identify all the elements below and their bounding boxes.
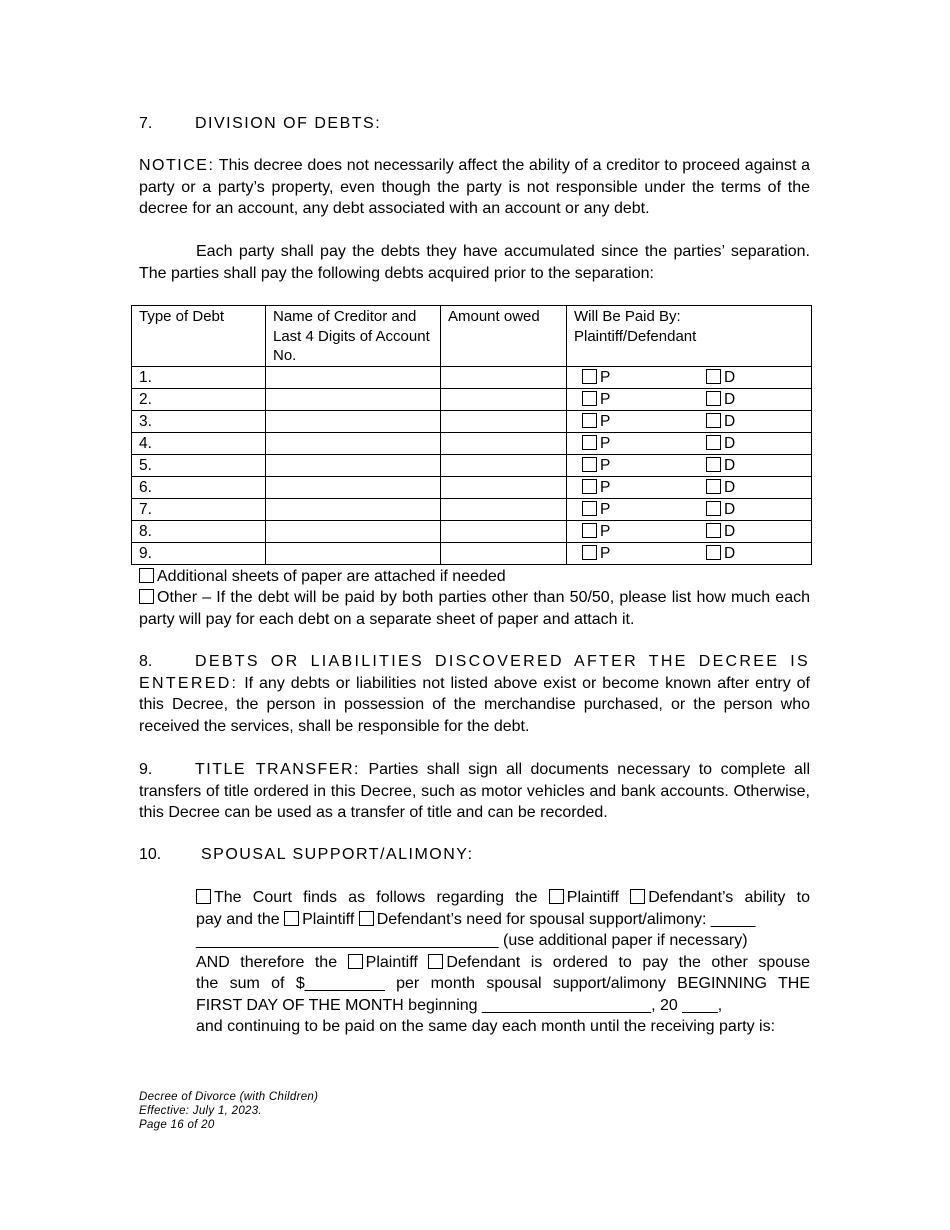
paid-by-plaintiff[interactable] (582, 499, 610, 520)
paid-by-plaintiff[interactable] (582, 521, 610, 542)
row-number: 8. (132, 520, 266, 542)
row-number: 7. (132, 498, 266, 520)
plaintiff-label: Plaintiff (365, 953, 418, 971)
defendant-label: D (724, 434, 736, 452)
defendant-label: D (724, 456, 736, 474)
page-footer (139, 1090, 318, 1132)
plaintiff-checkbox[interactable] (582, 501, 597, 516)
paid-by-defendant[interactable] (706, 433, 735, 454)
section-number: 8. (139, 653, 153, 670)
section-number: 9. (139, 761, 153, 778)
amount-owed-cell[interactable] (441, 476, 567, 498)
defendant-label: D (724, 478, 736, 496)
plaintiff-checkbox[interactable] (582, 545, 597, 560)
plaintiff-label: P (600, 390, 611, 408)
plaintiff-checkbox[interactable] (582, 413, 597, 428)
plaintiff-label: Plaintiff (566, 889, 619, 906)
creditor-cell[interactable] (266, 498, 441, 520)
row-number: 3. (132, 410, 266, 432)
defendant-checkbox[interactable] (706, 523, 721, 538)
ability-plaintiff-checkbox[interactable] (549, 889, 564, 904)
plaintiff-label: P (600, 544, 611, 562)
paid-by-cell (567, 498, 812, 520)
table-row (132, 410, 812, 432)
defendant-label: D (724, 368, 736, 386)
col-paid-by: Will Be Paid By: Plaintiff/Defendant (567, 306, 812, 367)
amount-owed-cell[interactable] (441, 454, 567, 476)
plaintiff-label: P (600, 500, 611, 518)
creditor-cell[interactable] (266, 476, 441, 498)
section-title: TITLE TRANSFER: (195, 761, 360, 778)
table-row (132, 542, 812, 564)
plaintiff-label: P (600, 368, 611, 386)
defendant-checkbox[interactable] (706, 479, 721, 494)
line-text: AND therefore the (196, 953, 338, 971)
section-title: DEBTS OR LIABILITIES DISCOVERED AFTER THE DECREE IS ENTERED: (139, 653, 810, 692)
line-text: pay and the (196, 910, 280, 928)
other-option[interactable] (139, 587, 810, 630)
creditor-cell[interactable] (266, 520, 441, 542)
paid-by-plaintiff[interactable] (582, 543, 610, 564)
defendant-label: D (724, 412, 736, 430)
row-number: 4. (132, 432, 266, 454)
paid-by-cell (567, 366, 812, 388)
row-number: 2. (132, 388, 266, 410)
line-text: Defendant’s need for spousal support/alimony: _____ (376, 910, 756, 928)
table-row (132, 476, 812, 498)
paid-by-cell (567, 542, 812, 564)
col-amount-owed: Amount owed (441, 306, 567, 367)
defendant-checkbox[interactable] (706, 457, 721, 472)
col-creditor: Name of Creditor and Last 4 Digits of Account No. (266, 306, 441, 367)
amount-owed-cell[interactable] (441, 498, 567, 520)
creditor-cell[interactable] (266, 410, 441, 432)
plaintiff-label: P (600, 412, 611, 430)
amount-owed-cell[interactable] (441, 542, 567, 564)
table-header-row (132, 306, 812, 367)
amount-owed-cell[interactable] (441, 432, 567, 454)
plaintiff-label: P (600, 522, 611, 540)
section-number: 7. (139, 115, 153, 132)
other-checkbox[interactable] (139, 589, 154, 604)
paid-by-plaintiff[interactable] (582, 411, 610, 432)
creditor-cell[interactable] (266, 542, 441, 564)
footer-page-number: Page 16 of 20 (139, 1119, 215, 1131)
defendant-checkbox[interactable] (706, 545, 721, 560)
court-finds-checkbox[interactable] (196, 889, 211, 904)
row-number: 5. (132, 454, 266, 476)
need-plaintiff-checkbox[interactable] (284, 911, 299, 926)
table-row (132, 432, 812, 454)
row-number: 1. (132, 366, 266, 388)
notice-text: This decree does not necessarily affect the ability of a creditor to proceed against a party or a party’s property, even though the party is not responsible under the terms of the decree for an account, any debt associated with an account or any debt. (139, 157, 810, 217)
defendant-checkbox[interactable] (706, 391, 721, 406)
section-8 (139, 651, 810, 737)
plaintiff-checkbox[interactable] (582, 523, 597, 538)
paid-by-plaintiff[interactable] (582, 455, 610, 476)
creditor-cell[interactable] (266, 454, 441, 476)
debts-table (131, 305, 812, 565)
amount-owed-cell[interactable] (441, 366, 567, 388)
section-title: SPOUSAL SUPPORT/ALIMONY: (201, 846, 474, 863)
amount-owed-cell[interactable] (441, 388, 567, 410)
plaintiff-checkbox[interactable] (582, 457, 597, 472)
order-defendant-checkbox[interactable] (428, 954, 443, 969)
section-text: If any debts or liabilities not listed above exist or become known after entry of this Decree, the person in possession of the merchandise purchased, or the person who received the services, shall be responsible for the debt. (139, 674, 810, 735)
defendant-checkbox[interactable] (706, 369, 721, 384)
paid-by-plaintiff[interactable] (582, 389, 610, 410)
support-line-1 (196, 887, 810, 909)
paid-by-plaintiff[interactable] (582, 433, 610, 454)
paid-by-defendant[interactable] (706, 411, 735, 432)
paid-by-defendant[interactable] (706, 389, 735, 410)
table-row (132, 520, 812, 542)
table-row (132, 454, 812, 476)
defendant-label: D (724, 544, 736, 562)
plaintiff-label: P (600, 434, 611, 452)
paid-by-defendant[interactable] (706, 521, 735, 542)
paid-by-cell (567, 520, 812, 542)
support-line-2 (196, 909, 810, 931)
plaintiff-label: P (600, 456, 611, 474)
section-10-heading (139, 844, 474, 866)
footer-form-title: Decree of Divorce (with Children) (139, 1091, 319, 1103)
paid-by-defendant[interactable] (706, 499, 735, 520)
ability-defendant-checkbox[interactable] (630, 889, 645, 904)
col-type-of-debt: Type of Debt (132, 306, 266, 367)
support-line-3[interactable]: __________________________________ (use additional paper if necessary) (196, 932, 748, 949)
section-title: DIVISION OF DEBTS: (195, 115, 382, 132)
line-text: Defendant is ordered to pay the other spouse (446, 953, 810, 971)
order-plaintiff-checkbox[interactable] (348, 954, 363, 969)
table-row (132, 366, 812, 388)
debts-paragraph: Each party shall pay the debts they have accumulated since the parties’ separation. The parties shall pay the following debts acquired prior to the separation: (139, 243, 810, 282)
section-9 (139, 759, 810, 824)
defendant-label: D (724, 390, 736, 408)
line-text: The Court finds as follows regarding the (214, 889, 538, 906)
paid-by-cell (567, 454, 812, 476)
plaintiff-checkbox[interactable] (582, 391, 597, 406)
creditor-cell[interactable] (266, 432, 441, 454)
paid-by-defendant[interactable] (706, 543, 735, 564)
defendant-checkbox[interactable] (706, 435, 721, 450)
additional-sheets-checkbox[interactable] (139, 568, 154, 583)
paid-by-defendant[interactable] (706, 477, 735, 498)
table-row (132, 388, 812, 410)
plaintiff-label: Plaintiff (302, 910, 355, 928)
defendant-checkbox[interactable] (706, 413, 721, 428)
spousal-support-body (196, 887, 810, 1038)
paid-by-defendant[interactable] (706, 367, 735, 388)
defendant-label: D (724, 500, 736, 518)
plaintiff-checkbox[interactable] (582, 479, 597, 494)
row-number: 6. (132, 476, 266, 498)
footer-effective-date: Effective: July 1, 2023. (139, 1105, 262, 1117)
additional-sheets-option[interactable] (139, 566, 810, 588)
paid-by-cell (567, 476, 812, 498)
notice-label: NOTICE: (139, 157, 215, 174)
section-number: 10. (139, 846, 162, 863)
paid-by-defendant[interactable] (706, 455, 735, 476)
additional-sheets-label: Additional sheets of paper are attached if needed (157, 568, 506, 585)
defendant-checkbox[interactable] (706, 501, 721, 516)
support-line-7: and continuing to be paid on the same day each month until the receiving party is: (196, 1018, 776, 1035)
paid-by-cell (567, 410, 812, 432)
paid-by-cell (567, 432, 812, 454)
defendant-label: D (724, 522, 736, 540)
need-defendant-checkbox[interactable] (359, 911, 374, 926)
paid-by-plaintiff[interactable] (582, 477, 610, 498)
plaintiff-checkbox[interactable] (582, 369, 597, 384)
creditor-cell[interactable] (266, 366, 441, 388)
section-text: Parties shall sign all documents necessary to complete all transfers of title ordered in this Decree, such as motor vehicles and bank accounts. Otherwise, this Decree can be used as a transfer of title and can be recorded. (139, 761, 811, 821)
paid-by-plaintiff[interactable] (582, 367, 610, 388)
row-number: 9. (132, 542, 266, 564)
support-line-5[interactable]: the sum of $_________ per month spousal support/alimony BEGINNING THE (196, 975, 810, 992)
other-label: Other – If the debt will be paid by both parties other than 50/50, please list how much each party will pay for each debt on a separate sheet of paper and attach it. (139, 589, 810, 628)
paid-by-cell (567, 388, 812, 410)
amount-owed-cell[interactable] (441, 520, 567, 542)
plaintiff-checkbox[interactable] (582, 435, 597, 450)
table-row (132, 498, 812, 520)
support-line-6[interactable]: FIRST DAY OF THE MONTH beginning ___________________, 20 ____, (196, 996, 723, 1014)
creditor-cell[interactable] (266, 388, 441, 410)
amount-owed-cell[interactable] (441, 410, 567, 432)
line-text: Defendant’s ability to (648, 889, 810, 906)
plaintiff-label: P (600, 478, 611, 496)
section-7-heading (139, 113, 381, 135)
notice-paragraph (139, 155, 810, 220)
support-line-4 (196, 952, 810, 974)
